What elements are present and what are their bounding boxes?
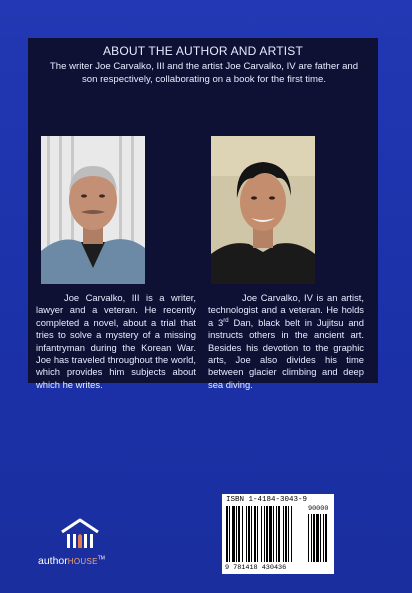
logo-wordmark	[38, 555, 138, 567]
isbn-digits: 9 781418 430436	[225, 564, 287, 572]
isbn-label: ISBN 1-4184-3043-9	[226, 496, 308, 504]
house-logo-icon	[58, 516, 102, 552]
bio-son	[208, 292, 364, 391]
bio-son-part2: Dan, black belt in Jujitsu and instructs others in the ancient art. Besides his devotion to the graphic arts, Joe also divides his time between glacier climbing and deep sea diving.	[208, 316, 364, 390]
panel-intro: The writer Joe Carvalko, III and the artist Joe Carvalko, IV are father and son respectively, collaborating on a book for the first time.	[49, 61, 359, 85]
panel-title: ABOUT THE AUTHOR AND ARTIST	[102, 44, 304, 58]
bio-father: Joe Carvalko, III is a writer, lawyer and a veteran. He recently completed a novel, about a trial that tries to solve a mystery of a missing infantryman during the Korean War. Joe has traveled throughout the world, which provides him subjects about which he writes.	[36, 292, 196, 390]
logo-house: HOUSE	[67, 557, 98, 566]
logo-tm: TM	[97, 555, 105, 562]
bio-son-superscript: rd	[223, 317, 229, 324]
author-photo-son	[211, 136, 315, 284]
barcode-addon-digits: 90000	[308, 505, 329, 513]
authorhouse-logo	[38, 516, 128, 572]
isbn-barcode	[222, 494, 334, 574]
logo-author: author	[38, 555, 68, 567]
author-photo-father	[41, 136, 145, 284]
author-panel	[28, 38, 378, 390]
bio-son-part1: Joe Carvalko, IV is an artist, technologist and a veteran. He holds a 3	[208, 292, 364, 328]
